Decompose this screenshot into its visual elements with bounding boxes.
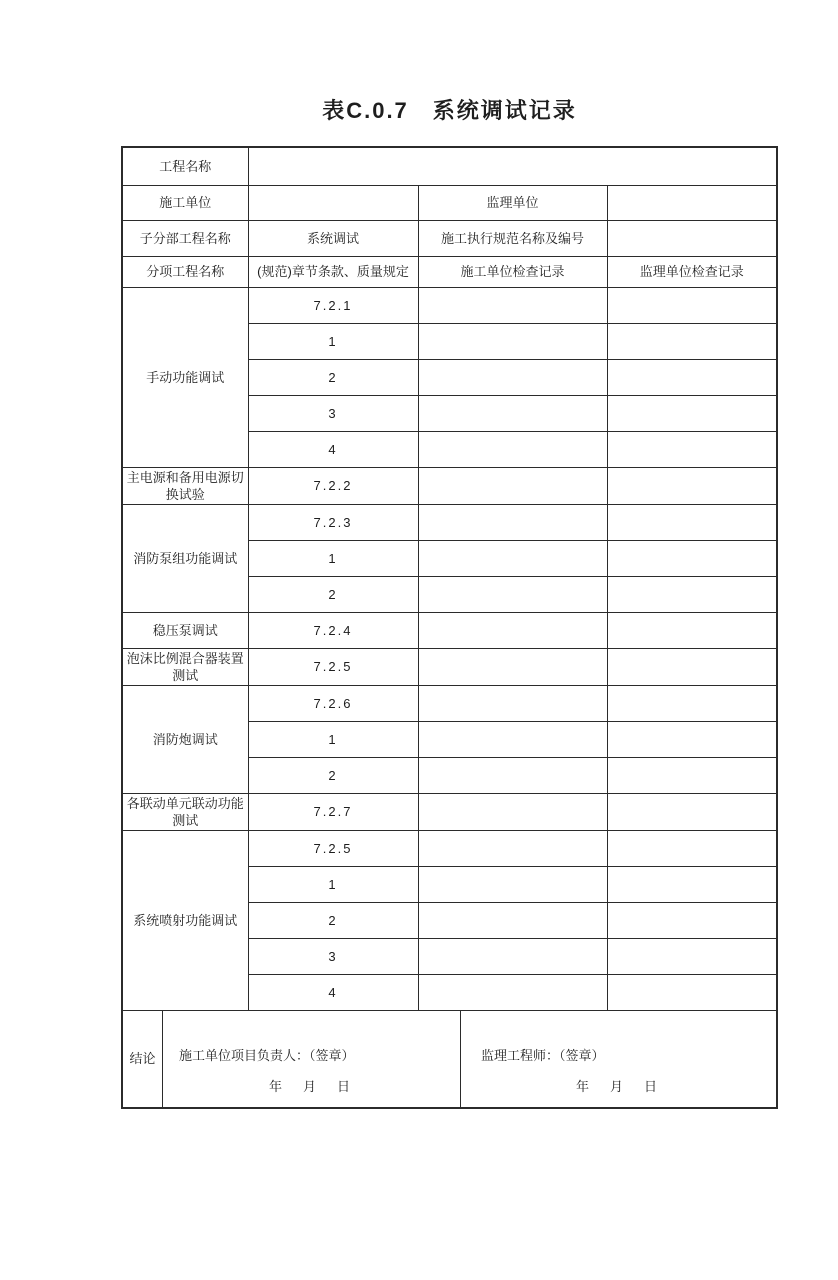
construction-check-cell [418,359,607,395]
sub-project-value: 系统调试 [248,220,418,256]
supervision-check-cell [607,938,777,974]
supervision-check-cell [607,395,777,431]
supervision-check-cell [607,830,777,866]
spec-label: 施工执行规范名称及编号 [418,220,607,256]
table-row [122,467,777,504]
record-table [121,146,778,1109]
table-row [122,830,777,866]
supervision-check-cell [607,504,777,540]
clause-code: 1 [248,866,418,902]
document-title: 表C.0.7 系统调试记录 [322,98,577,123]
construction-check-cell [418,467,607,504]
supervision-check-cell [607,866,777,902]
clause-code: 7.2.2 [248,467,418,504]
construction-check-cell [418,902,607,938]
table-row [122,612,777,648]
clause-code: 3 [248,938,418,974]
clause-code: 7.2.1 [248,287,418,323]
clause-code: 7.2.6 [248,685,418,721]
table-row [122,185,777,220]
supervision-check-cell [607,721,777,757]
construction-check-cell [418,395,607,431]
clause-code: 4 [248,431,418,467]
construction-check-cell [418,431,607,467]
clause-code: 1 [248,323,418,359]
construction-sign-date: 年 月 日 [268,1078,354,1094]
table-row [122,504,777,540]
clause-code: 1 [248,540,418,576]
clause-code: 2 [248,902,418,938]
table-header-row [122,256,777,287]
construction-check-cell [418,287,607,323]
project-name-value-cell [248,147,777,185]
record-table-wrap [121,146,778,1109]
conclusion-row-cell [122,1010,777,1108]
clause-code: 2 [248,757,418,793]
supervision-check-cell [607,974,777,1010]
supervision-sign-label: 监理工程师：（签章） [481,1047,605,1063]
table-row [122,685,777,721]
table-row [122,287,777,323]
construction-unit-label: 施工单位 [122,185,248,220]
supervision-check-cell [607,757,777,793]
construction-check-cell [418,721,607,757]
table-row [122,793,777,830]
construction-check-cell [418,793,607,830]
clause-code: 4 [248,974,418,1010]
supervision-unit-label: 监理单位 [418,185,607,220]
section-label: 消防泵组功能调试 [122,504,248,612]
section-label: 主电源和备用电源切换试验 [122,467,248,504]
supervision-check-cell [607,467,777,504]
clause-code: 7.2.3 [248,504,418,540]
construction-unit-value-cell [248,185,418,220]
supervision-check-cell [607,685,777,721]
construction-signature-cell [163,1011,460,1107]
section-label: 消防炮调试 [122,685,248,793]
clause-code: 3 [248,395,418,431]
supervision-sign-date: 年 月 日 [576,1078,662,1094]
section-label: 泡沫比例混合器装置测试 [122,648,248,685]
construction-check-cell [418,685,607,721]
section-label: 手动功能调试 [122,287,248,467]
spec-value-cell [607,220,777,256]
header-item-name: 分项工程名称 [122,256,248,287]
clause-code: 7.2.5 [248,830,418,866]
clause-code: 7.2.7 [248,793,418,830]
clause-code: 1 [248,721,418,757]
supervision-check-cell [607,648,777,685]
header-construction-check: 施工单位检查记录 [418,256,607,287]
construction-check-cell [418,938,607,974]
section-label: 各联动单元联动功能测试 [122,793,248,830]
supervision-signature-cell [460,1011,776,1107]
construction-check-cell [418,757,607,793]
section-label: 系统喷射功能调试 [122,830,248,1010]
table-row [122,220,777,256]
project-name-label: 工程名称 [122,147,248,185]
title-area [122,94,777,125]
supervision-check-cell [607,323,777,359]
table-row [122,648,777,685]
construction-check-cell [418,504,607,540]
construction-check-cell [418,612,607,648]
supervision-check-cell [607,902,777,938]
table-row [122,147,777,185]
header-supervision-check: 监理单位检查记录 [607,256,777,287]
construction-sign-label: 施工单位项目负责人：（签章） [179,1047,355,1063]
clause-code: 7.2.5 [248,648,418,685]
supervision-check-cell [607,540,777,576]
construction-check-cell [418,540,607,576]
clause-code: 2 [248,576,418,612]
header-clause: (规范)章节条款、质量规定 [248,256,418,287]
supervision-check-cell [607,359,777,395]
clause-code: 7.2.4 [248,612,418,648]
section-label: 稳压泵调试 [122,612,248,648]
sub-project-label: 子分部工程名称 [122,220,248,256]
construction-check-cell [418,576,607,612]
supervision-check-cell [607,793,777,830]
clause-code: 2 [248,359,418,395]
supervision-check-cell [607,431,777,467]
conclusion-label: 结论 [123,1011,163,1107]
construction-check-cell [418,830,607,866]
construction-check-cell [418,974,607,1010]
construction-check-cell [418,866,607,902]
construction-check-cell [418,648,607,685]
supervision-unit-value-cell [607,185,777,220]
construction-check-cell [418,323,607,359]
conclusion-row [122,1010,777,1108]
supervision-check-cell [607,576,777,612]
supervision-check-cell [607,612,777,648]
supervision-check-cell [607,287,777,323]
